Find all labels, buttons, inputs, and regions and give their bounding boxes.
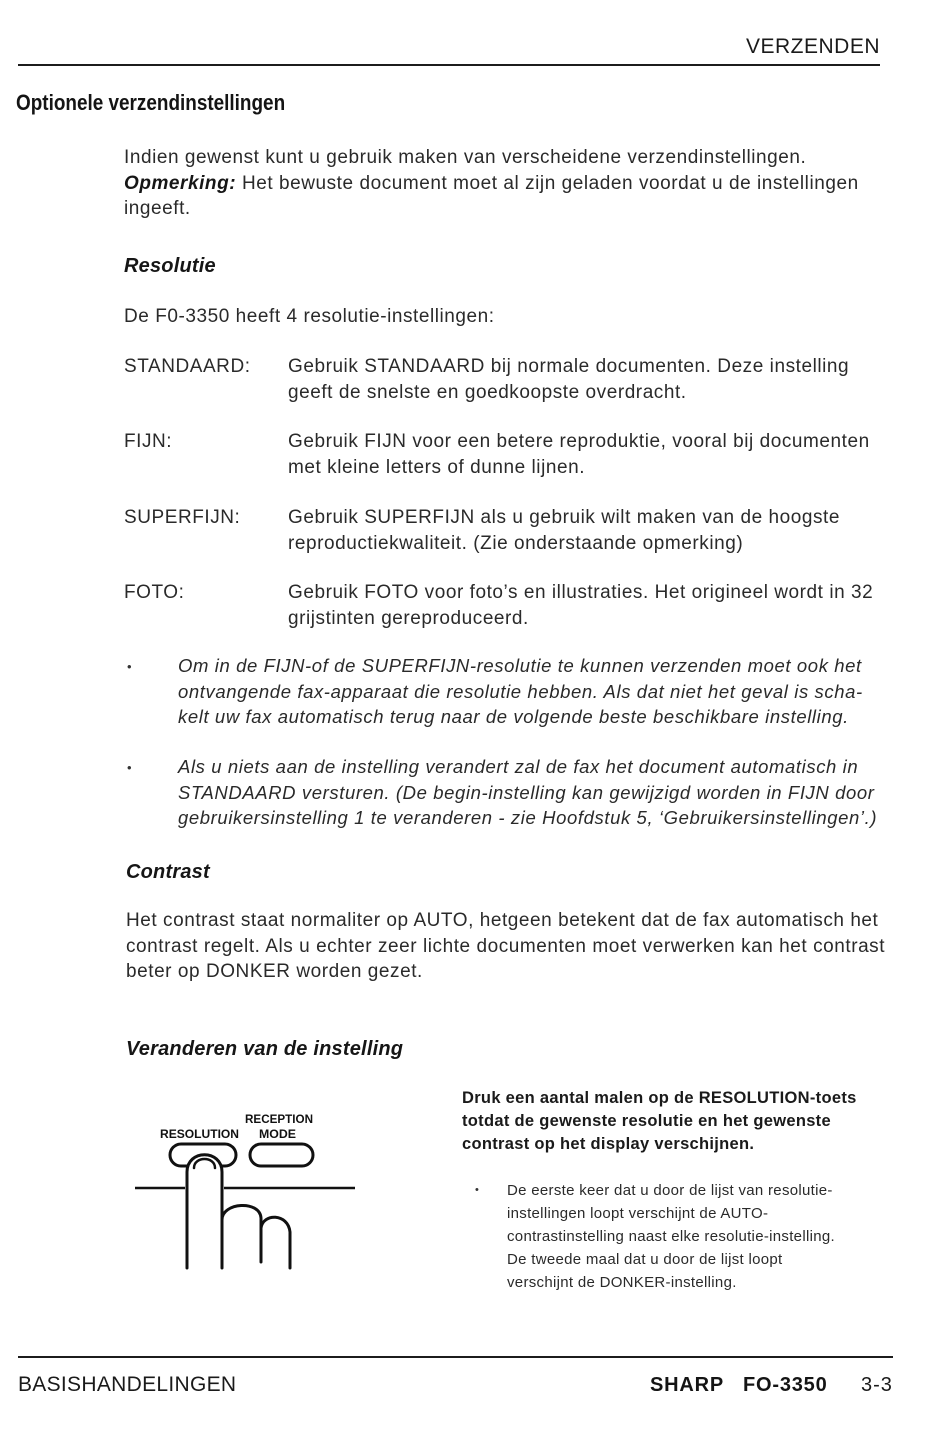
resolution-label: RESOLUTION [160, 1127, 239, 1141]
footer-model: FO-3350 [743, 1374, 828, 1396]
reception-label: RECEPTION [245, 1112, 313, 1126]
mode-description-line: Gebruik FIJN voor een betere reproduktie, vooral bij documenten [288, 431, 870, 452]
mode-label: MODE [259, 1127, 296, 1141]
intro-line: Indien gewenst kunt u gebruik maken van verscheidene verzendinstellingen. [124, 147, 807, 168]
mode-description-line: grijstinten gereproduceerd. [288, 607, 529, 629]
note-text: Het bewuste document moet al zijn geladen voordat u de instellingen [241, 172, 859, 194]
mode-label: STANDAARD: [124, 356, 251, 377]
mode-label: SUPERFIJN: [124, 507, 241, 528]
mode-description [288, 429, 870, 480]
bullet-icon: • [475, 1184, 479, 1196]
page-title: Optionele verzendinstellingen [16, 90, 286, 115]
tip-line: contrastinstelling naast elke resolutie-instelling. [507, 1228, 835, 1245]
tip-line: instellingen loopt verschijnt de AUTO- [507, 1205, 769, 1222]
intro-paragraph [124, 145, 859, 222]
section-heading-change-setting: Veranderen van de instelling [126, 1038, 404, 1060]
contrast-paragraph [126, 908, 885, 985]
tip-line: verschijnt de DONKER-instelling. [507, 1274, 737, 1291]
instruction-line: Druk een aantal malen op de RESOLUTION-toets [462, 1089, 857, 1107]
bullet-note [178, 754, 877, 831]
contrast-line: beter op DONKER worden gezet. [126, 961, 423, 982]
bullet-note-line: kelt uw fax automatisch terug naar de volgende beste beschikbare instelling. [178, 706, 849, 727]
running-header: VERZENDEN [745, 35, 880, 58]
mode-description [288, 354, 849, 405]
contrast-line: contrast regelt. Als u echter zeer lichte documenten moet verwerken kan het contrast [126, 935, 886, 957]
footer-chapter: BASISHANDELINGEN [18, 1373, 237, 1396]
page-number: 3-3 [861, 1374, 893, 1396]
tip-line: De tweede maal dat u door de lijst loopt [507, 1251, 783, 1268]
note-label: Opmerking: [124, 172, 237, 194]
bullet-note [178, 653, 863, 730]
note-line [124, 171, 859, 197]
tip-text [507, 1179, 835, 1294]
bullet-note-line: ontvangende fax-apparaat die resolutie hebben. Als dat niet het geval is scha- [178, 680, 863, 702]
mode-description-line: Gebruik STANDAARD bij normale documenten. Deze instelling [288, 356, 850, 377]
footer-brand: SHARP [650, 1374, 725, 1396]
tip-line: De eerste keer dat u door de lijst van resolutie- [507, 1182, 833, 1199]
mode-description-line: Gebruik SUPERFIJN als u gebruik wilt maken van de hoogste [288, 507, 840, 528]
mode-label: FIJN: [124, 431, 173, 452]
section-heading-contrast: Contrast [126, 861, 210, 883]
bullet-note-line: STANDAARD versturen. (De begin-instelling kan gewijzigd worden in FIJN door [178, 781, 875, 803]
reception-mode-button-icon [250, 1144, 313, 1166]
bullet-note-line: gebruikersinstelling 1 te veranderen - zie Hoofdstuk 5, ‘Gebruikersinstellingen’.) [178, 807, 878, 828]
pressing-finger-icon [187, 1155, 290, 1270]
section-heading-resolution: Resolutie [124, 255, 216, 277]
resolution-button-illustration [130, 1100, 370, 1275]
mode-description-line: Gebruik FOTO voor foto’s en illustraties. Het origineel wordt in 32 [288, 582, 874, 603]
mode-description [288, 580, 873, 631]
note-line: ingeeft. [124, 198, 191, 219]
mode-description [288, 505, 840, 556]
mode-description-line: geeft de snelste en goedkoopste overdracht. [288, 381, 687, 403]
mode-label: FOTO: [124, 582, 185, 603]
mode-description-line: met kleine letters of dunne lijnen. [288, 456, 586, 478]
mode-description-line: reproductiekwaliteit. (Zie onderstaande opmerking) [288, 532, 744, 554]
instruction-line: contrast op het display verschijnen. [462, 1135, 755, 1153]
bullet-note-line: Om in de FIJN-of de SUPERFIJN-resolutie te kunnen verzenden moet ook het [178, 655, 862, 676]
bullet-icon: • [127, 659, 132, 674]
bullet-icon: • [127, 760, 132, 775]
instruction-line: totdat de gewenste resolutie en het gewenste [462, 1112, 831, 1130]
header-rule [18, 64, 880, 66]
resolution-lead: De F0-3350 heeft 4 resolutie-instellingen: [124, 306, 495, 327]
footer-rule [18, 1356, 893, 1358]
instruction-text [462, 1087, 857, 1156]
contrast-line: Het contrast staat normaliter op AUTO, hetgeen betekent dat de fax automatisch het [126, 910, 879, 931]
bullet-note-line: Als u niets aan de instelling verandert zal de fax het document automatisch in [178, 756, 859, 777]
